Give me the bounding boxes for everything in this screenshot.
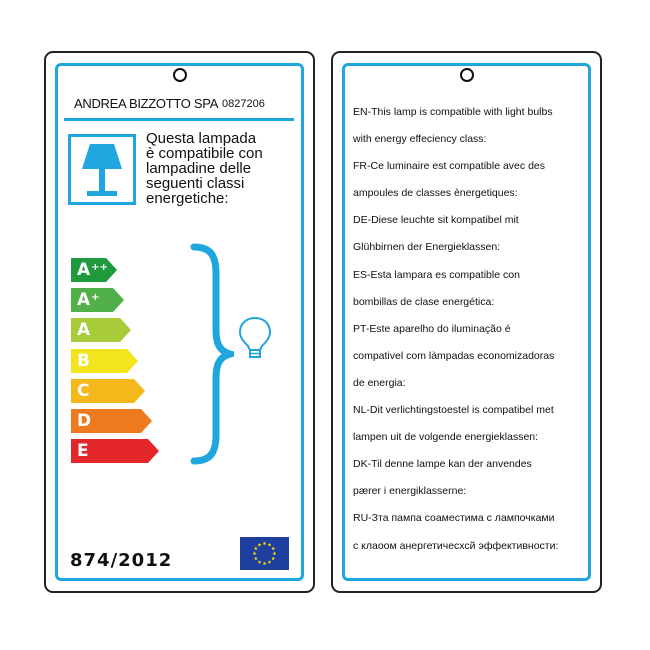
energy-class-letter: A — [77, 320, 91, 341]
lamp-icon-box — [68, 134, 136, 205]
hang-hole — [173, 68, 187, 82]
eu-star — [258, 543, 262, 547]
heading-line: seguenti classi — [146, 175, 245, 192]
brand-name: ANDREA BIZZOTTO SPA — [74, 96, 219, 111]
eu-star — [268, 560, 272, 564]
text-line: ampoules de classes ènergetiques: — [353, 187, 518, 200]
curly-brace-icon — [188, 241, 234, 467]
text-line: RU-Зта пампа соаместима с лампочками — [353, 512, 555, 525]
text-line: ES-Esta lampara es compatible con — [353, 268, 520, 281]
energy-class-letter: B — [77, 350, 90, 371]
eu-star — [268, 543, 272, 547]
energy-class-arrow — [71, 439, 161, 463]
energy-class-label — [77, 381, 89, 401]
eu-star — [254, 547, 258, 551]
light-bulb-icon — [236, 315, 274, 361]
eu-star — [273, 552, 277, 556]
text-line: FR-Ce luminaire est compatible avec des — [353, 160, 545, 173]
text-line: Glühbirnen der Energieklassen: — [353, 241, 501, 254]
eu-star — [271, 547, 275, 551]
energy-class-letter: A — [77, 260, 91, 280]
text-line: NL-Dit verlichtingstoestel is compatibel met — [353, 404, 554, 417]
eu-star — [258, 560, 262, 564]
energy-class-label — [77, 411, 91, 431]
text-line: lampen uit de volgende energieklassen: — [353, 431, 539, 444]
eu-star — [263, 562, 267, 566]
energy-class-letter: E — [77, 441, 89, 462]
heading-line: è compatibile con — [146, 145, 263, 162]
heading-line: lampadine delle — [146, 160, 252, 177]
product-code: 0827206 — [222, 98, 265, 110]
text-line: с клаоом анергетичесхсй эффективности: — [353, 539, 559, 552]
text-line: PT-Este aparelho do iluminação é — [353, 322, 511, 335]
energy-class-arrow — [71, 409, 154, 433]
eu-star — [263, 542, 267, 546]
energy-class-letter: D — [77, 411, 92, 431]
energy-label-tag-multilingual — [331, 51, 602, 593]
heading-line: energetiche: — [146, 190, 229, 207]
energy-class-arrow — [71, 349, 140, 373]
energy-class-arrow — [71, 258, 119, 282]
eu-star — [254, 557, 258, 561]
energy-class-plus: ++ — [91, 262, 108, 273]
energy-class-label — [77, 290, 100, 310]
energy-class-arrow — [71, 288, 126, 312]
text-line: DE-Diese leuchte sit kompatibel mit — [353, 214, 519, 227]
energy-class-plus: + — [91, 292, 100, 304]
text-line: compativel com làmpadas economizadoras — [353, 349, 555, 362]
eu-star — [253, 552, 257, 556]
energy-class-arrow — [71, 379, 147, 403]
eu-flag-icon — [240, 537, 289, 570]
text-line: EN-This lamp is compatible with light bulbs — [353, 106, 553, 118]
energy-label-tag-italian — [44, 51, 315, 593]
energy-class-letter: C — [77, 380, 90, 401]
text-line: bombillas de clase energética: — [353, 295, 495, 308]
heading-line: Questa lampada — [146, 130, 257, 147]
energy-class-label — [77, 441, 89, 461]
regulation-number: 874/2012 — [70, 550, 173, 571]
text-line: pærer i energiklasserne: — [353, 485, 467, 498]
compatibility-heading — [146, 131, 296, 206]
energy-class-scale — [71, 258, 181, 470]
energy-class-label — [77, 320, 90, 340]
energy-class-label — [77, 260, 108, 280]
eu-star — [271, 557, 275, 561]
energy-class-label — [77, 351, 90, 371]
table-lamp-icon — [71, 137, 133, 202]
energy-class-arrow — [71, 318, 133, 342]
eu-stars — [240, 537, 289, 570]
hang-hole — [460, 68, 474, 82]
header-divider — [64, 118, 294, 121]
text-line: with energy effeciency class: — [353, 133, 487, 146]
text-line: DK-Til denne lampe kan der anvendes — [353, 458, 532, 471]
text-line: de energia: — [353, 376, 406, 389]
energy-class-letter: A — [77, 290, 91, 311]
multilingual-text — [353, 99, 585, 560]
